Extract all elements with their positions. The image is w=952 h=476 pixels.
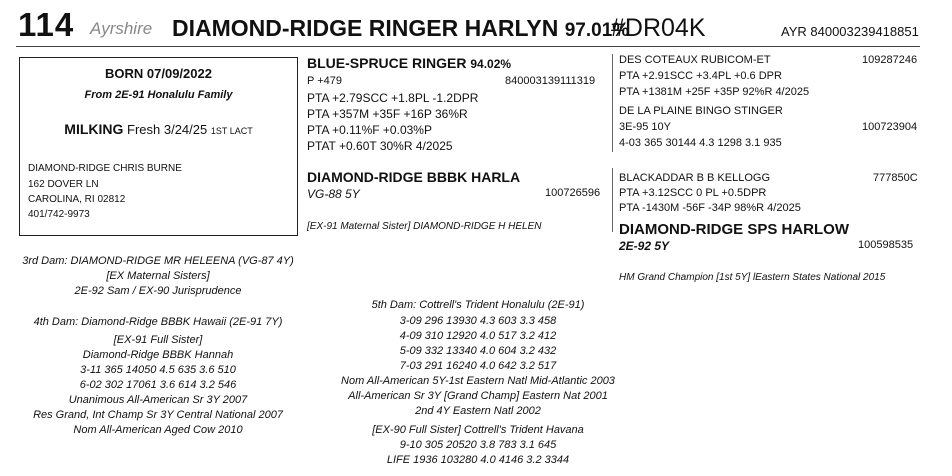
fifth-dam-line: [EX-90 Full Sister] Cottrell's Trident Havana [372, 424, 584, 436]
milking-fresh: Fresh 3/24/25 [127, 122, 208, 137]
dam-dam-name: DIAMOND-RIDGE SPS HARLOW [619, 221, 849, 238]
fourth-dam-line: Nom All-American Aged Cow 2010 [73, 424, 243, 436]
owner-name: DIAMOND-RIDGE CHRIS BURNE [28, 163, 182, 174]
fifth-dam-line: 5-09 332 13340 4.0 604 3.2 432 [399, 345, 557, 357]
milking-label: MILKING [64, 121, 124, 137]
sire-sire-line: PTA +1381M +25F +35P 92%R 4/2025 [619, 86, 810, 98]
third-dam-line: 3rd Dam: DIAMOND-RIDGE MR HELEENA (VG-87 4Y) [22, 255, 294, 267]
dam-sire-name: BLACKADDAR B B KELLOGG [619, 172, 770, 184]
fifth-dam-line: 7-03 291 16240 4.0 642 3.2 517 [399, 360, 557, 372]
fifth-dam-line: Nom All-American 5Y-1st Eastern Natl Mid-Atlantic 2003 [341, 375, 615, 387]
dam-sire-id: 777850C [873, 172, 918, 184]
dam-sire-line: PTA +3.12SCC 0 PL +0.5DPR [619, 187, 767, 199]
info-box [19, 57, 298, 236]
sire-line: PTA +2.79SCC +1.8PL -1.2DPR [307, 91, 479, 105]
dam-note: [EX-91 Maternal Sister] DIAMOND-RIDGE H HELEN [307, 221, 542, 232]
ayr-id: AYR 840003239418851 [781, 24, 919, 39]
family-note: From 2E-91 Honalulu Family [84, 89, 233, 101]
pedigree-bracket [612, 54, 613, 152]
pedigree-bracket [612, 168, 613, 232]
dam-id: 100726596 [545, 187, 601, 199]
sire-sire-line: PTA +2.91SCC +3.4PL +0.6 DPR [619, 70, 782, 82]
dam-dam-class: 2E-92 5Y [619, 239, 670, 253]
third-dam-line: 2E-92 Sam / EX-90 Jurisprudence [74, 285, 242, 297]
sire-dam-id: 100723904 [862, 121, 918, 133]
sire-line: PTA +357M +35F +16P 36%R [307, 107, 468, 121]
breed: Ayrshire [90, 19, 153, 38]
lactation: 1ST LACT [210, 126, 253, 136]
owner-city: CAROLINA, RI 02812 [28, 194, 126, 205]
fourth-dam-line: Unanimous All-American Sr 3Y 2007 [68, 394, 248, 406]
sire-dam-name: DE LA PLAINE BINGO STINGER [619, 105, 783, 117]
fifth-dam-line: 4-09 310 12920 4.0 517 3.2 412 [399, 330, 557, 342]
sire-name-text: BLUE-SPRUCE RINGER [307, 55, 467, 71]
fourth-dam-line: 6-02 302 17061 3.6 614 3.2 546 [79, 379, 237, 391]
owner-address: 162 DOVER LN [28, 179, 99, 190]
fifth-dam-line: 9-10 305 20520 3.8 783 3.1 645 [399, 439, 557, 451]
owner-phone: 401/742-9973 [28, 209, 90, 220]
sire-sire-name: DES COTEAUX RUBICOM-ET [619, 54, 771, 66]
fifth-dam-line: 5th Dam: Cottrell's Trident Honalulu (2E-91) [371, 299, 585, 311]
third-dam-line: [EX Maternal Sisters] [106, 270, 210, 282]
sire-dam-record: 4-03 365 30144 4.3 1298 3.1 935 [619, 137, 782, 149]
fourth-dam-line: 4th Dam: Diamond-Ridge BBBK Hawaii (2E-91 7Y) [33, 316, 283, 328]
fifth-dam-line: 2nd 4Y Eastern Natl 2002 [415, 405, 541, 417]
fifth-dam-line: 3-09 296 13930 4.3 603 3.3 458 [399, 315, 557, 327]
sire-dam-class: 3E-95 10Y [619, 121, 671, 133]
fourth-dam-line: Res Grand, Int Champ Sr 3Y Central National 2007 [33, 409, 283, 421]
fifth-dam-line: LIFE 1936 103280 4.0 4146 3.2 3344 [386, 454, 570, 466]
sire-line: PTA +0.11%F +0.03%P [307, 123, 432, 137]
sire-id: 840003139111319 [505, 75, 596, 87]
animal-name [172, 15, 629, 42]
sire-percent: 94.02% [470, 57, 512, 71]
fourth-dam-line: 3-11 365 14050 4.5 635 3.6 510 [80, 364, 236, 376]
sire-p: P +479 [307, 75, 342, 87]
dam-sire-line: PTA -1430M -56F -34P 98%R 4/2025 [619, 202, 801, 214]
sire-line: PTAT +0.60T 30%R 4/2025 [307, 139, 453, 153]
dam-name: DIAMOND-RIDGE BBBK HARLA [307, 169, 521, 185]
milking-status [20, 121, 297, 137]
sire-name [307, 55, 511, 71]
lot-number: 114 [18, 6, 75, 43]
dam-class: VG-88 5Y [307, 187, 360, 201]
born-date: BORN 07/09/2022 [105, 66, 212, 81]
animal-percent: 97.01% [564, 20, 630, 41]
fifth-dam-line: All-American Sr 3Y [Grand Champ] Eastern Nat 2001 [348, 390, 608, 402]
dam-dam-note: HM Grand Champion [1st 5Y] lEastern States National 2015 [619, 272, 886, 283]
registration-number: #DR04K [611, 14, 706, 42]
fourth-dam-line: [EX-91 Full Sister] [113, 334, 203, 346]
header-divider [16, 46, 920, 47]
animal-name-text: DIAMOND-RIDGE RINGER HARLYN [172, 15, 559, 41]
dam-dam-id: 100598535 [858, 239, 914, 251]
sire-sire-id: 109287246 [862, 54, 918, 66]
fourth-dam-line: Diamond-Ridge BBBK Hannah [82, 349, 234, 361]
